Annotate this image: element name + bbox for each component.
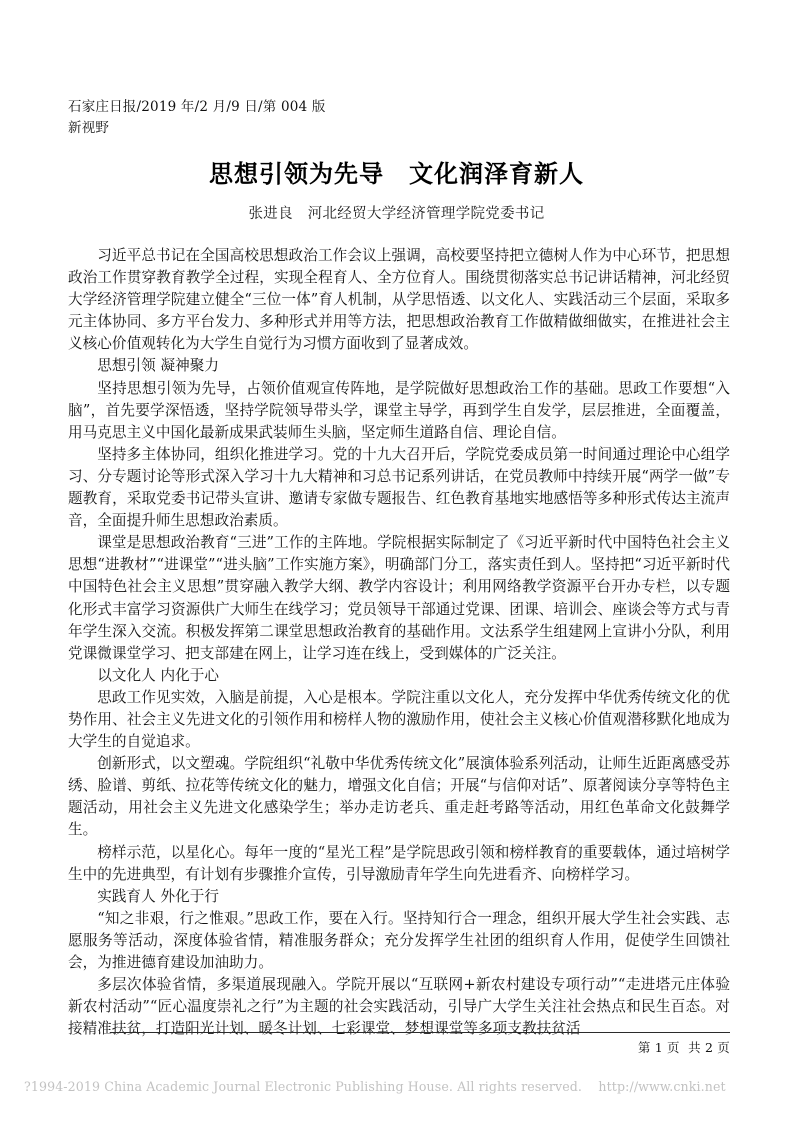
article-body xyxy=(68,245,730,1040)
body-paragraph: 坚持思想引领为先导，占领价值观宣传阵地，是学院做好思想政治工作的基础。思政工作要想“入脑”，首先要学深悟透，坚持学院领导带头学，课堂主导学，再到学生自发学，层层推进，全面覆盖，用马克思主义中国化最新成果武装师生头脑，坚定师生道路自信、理论自信。 xyxy=(68,379,730,441)
body-paragraph: 习近平总书记在全国高校思想政治工作会议上强调，高校要坚持把立德树人作为中心环节，把思想政治工作贯穿教育教学全过程，实现全程育人、全方位育人。围绕贯彻落实总书记讲话精神，河北经贸大学经济管理学院建立健全“三位一体”育人机制，从学思悟透、以文化人、实践活动三个层面，采取多元主体协同、多方平台发力、多种形式并用等方法，把思想政治教育工作做精做细做实，在推进社会主义核心价值观转化为大学生自觉行为习惯方面收到了显著成效。 xyxy=(68,247,730,353)
body-paragraph: 坚持多主体协同，组织化推进学习。党的十九大召开后，学院党委成员第一时间通过理论中心组学习、分专题讨论等形式深入学习十九大精神和习总书记系列讲话，在党员教师中持续开展“两学一做”专题教育，采取党委书记带头宣讲、邀请专家做专题报告、红色教育基地实地感悟等多种形式传达主流声音，全面提升师生思想政治素质。 xyxy=(68,445,730,530)
body-paragraph: 榜样示范，以星化心。每年一度的“星光工程”是学院思政引领和榜样教育的重要载体，通过培树学生中的先进典型，有计划有步骤推介宣传，引导激励青年学生向先进看齐、向榜样学习。 xyxy=(68,843,730,883)
publication-section: 新视野 xyxy=(68,120,110,136)
publication-source-line: 石家庄日报/2019 年/2 月/9 日/第 004 版 xyxy=(68,99,326,115)
section-heading: 实践育人 外化于行 xyxy=(97,887,220,905)
section-heading: 思想引领 凝神聚力 xyxy=(97,357,220,375)
title-block xyxy=(0,158,793,225)
page-footer xyxy=(110,1032,730,1056)
footer-divider xyxy=(110,1032,730,1033)
copyright-notice: ?1994-2019 China Academic Journal Electronic Publishing House. All rights reserved. http://www.cnki.net xyxy=(24,1079,726,1094)
body-paragraph: 思政工作见实效，入脑是前提，入心是根本。学院注重以文化人，充分发挥中华优秀传统文化的优势作用、社会主义先进文化的引领作用和榜样人物的激励作用，使社会主义核心价值观潜移默化地成为大学生的自觉追求。 xyxy=(68,688,730,751)
author-byline: 张进良 河北经贸大学经济管理学院党委书记 xyxy=(248,206,545,222)
body-paragraph: 课堂是思想政治教育“三进”工作的主阵地。学院根据实际制定了《习近平新时代中国特色社会主义思想“进教材”“进课堂”“进头脑”工作实施方案》，明确部门分工，落实责任到人。坚持把“习近平新时代中国特色社会主义思想”贯穿融入教学大纲、教学内容设计；利用网络教学资源平台开办专栏，以专题化形式丰富学习资源供广大师生在线学习；党员领导干部通过党课、团课、培训会、座谈会等方式与青年学生深入交流。积极发挥第二课堂思想政治教育的基础作用。文法系学生组建网上宣讲小分队，利用党课微课堂学习、把支部建在网上，让学习连在线上，受到媒体的广泛关注。 xyxy=(68,534,730,662)
masthead xyxy=(68,97,688,139)
page-title: 思想引领为先导 文化润泽育新人 xyxy=(209,160,584,188)
body-paragraph: 创新形式，以文塑魂。学院组织“礼敬中华优秀传统文化”展演体验系列活动，让师生近距离感受苏绣、脸谱、剪纸、拉花等传统文化的魅力，增强文化自信；开展“与信仰对话”、原著阅读分享等特色主题活动，用社会主义先进文化感染学生；举办走访老兵、重走赶考路等活动，用红色革命文化鼓舞学生。 xyxy=(68,755,730,839)
body-paragraph: 多层次体验省情，多渠道展现融入。学院开展以“互联网+新农村建设专项行动”“走进塔元庄体验新农村活动”“匠心温度崇礼之行”为主题的社会实践活动，引导广大学生关注社会热点和民生百态。对接精准扶贫，打造阳光计划、暖冬计划、七彩课堂、梦想课堂等多项支教扶贫活 xyxy=(68,976,730,1038)
page-number-indicator: 第 1 页 共 2 页 xyxy=(637,1040,730,1055)
section-heading: 以文化人 内化于心 xyxy=(97,666,220,684)
body-paragraph: “知之非艰，行之惟艰。”思政工作，要在入行。坚持知行合一理念，组织开展大学生社会实践、志愿服务等活动，深度体验省情，精准服务群众；充分发挥学生社团的组织育人作用，促使学生回馈社会，为推进德育建设加油助力。 xyxy=(68,909,730,971)
